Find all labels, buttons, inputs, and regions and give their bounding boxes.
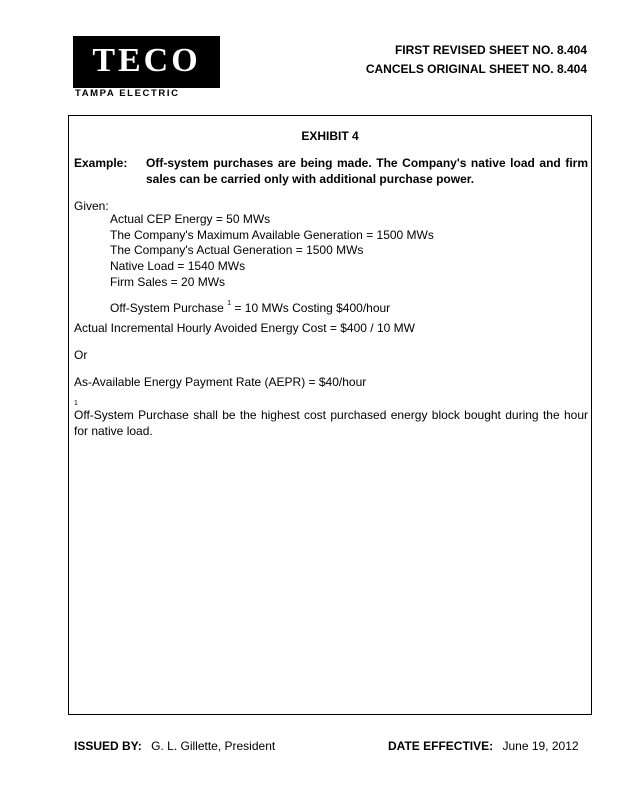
purchase-line bbox=[110, 296, 434, 317]
given-item: The Company's Maximum Available Generation = 1500 MWs bbox=[110, 227, 434, 242]
issued-by bbox=[74, 739, 275, 753]
date-label: DATE EFFECTIVE: bbox=[388, 739, 494, 753]
footnote-ref: 1 bbox=[227, 299, 232, 307]
exhibit-title: EXHIBIT 4 bbox=[301, 129, 359, 143]
date-effective bbox=[388, 739, 579, 753]
given-item: The Company's Actual Generation = 1500 MWs bbox=[110, 243, 364, 258]
example-text: Off-system purchases are being made. The Company's native load and firm sales can be carried only with additional purchase power. bbox=[146, 156, 588, 186]
footnote bbox=[74, 400, 588, 439]
given-item: Firm Sales = 20 MWs bbox=[110, 274, 226, 289]
purchase-value: = 10 MWs Costing $400/hour bbox=[234, 300, 391, 315]
logo-subtitle: TAMPA ELECTRIC bbox=[75, 88, 180, 99]
given-label: Given: bbox=[74, 199, 109, 213]
aepr-line: As-Available Energy Payment Rate (AEPR) = $40/hour bbox=[74, 375, 367, 389]
given-item: Actual CEP Energy = 50 MWs bbox=[110, 212, 271, 226]
or-line: Or bbox=[74, 348, 88, 362]
purchase-label: Off-System Purchase bbox=[110, 300, 224, 315]
given-item: Native Load = 1540 MWs bbox=[110, 259, 246, 274]
sheet-line-1: FIRST REVISED SHEET NO. 8.404 bbox=[394, 43, 587, 57]
example-paragraph bbox=[74, 155, 588, 187]
logo-text: TECO bbox=[92, 42, 201, 79]
teco-logo bbox=[73, 36, 220, 88]
sheet-number-block bbox=[366, 41, 587, 79]
footnote-mark: 1 bbox=[74, 400, 78, 407]
sheet-line-2: CANCELS ORIGINAL SHEET NO. 8.404 bbox=[365, 62, 587, 76]
example-label: Example: bbox=[74, 156, 128, 170]
issued-value: G. L. Gillette, President bbox=[151, 739, 276, 753]
avoided-cost-line: Actual Incremental Hourly Avoided Energy Cost = $400 / 10 MW bbox=[74, 321, 415, 335]
date-value: June 19, 2012 bbox=[502, 739, 579, 753]
footnote-text: Off-System Purchase shall be the highest cost purchased energy block bought during the hour for native load. bbox=[74, 408, 588, 438]
given-list bbox=[110, 212, 434, 316]
issued-label: ISSUED BY: bbox=[74, 739, 142, 753]
